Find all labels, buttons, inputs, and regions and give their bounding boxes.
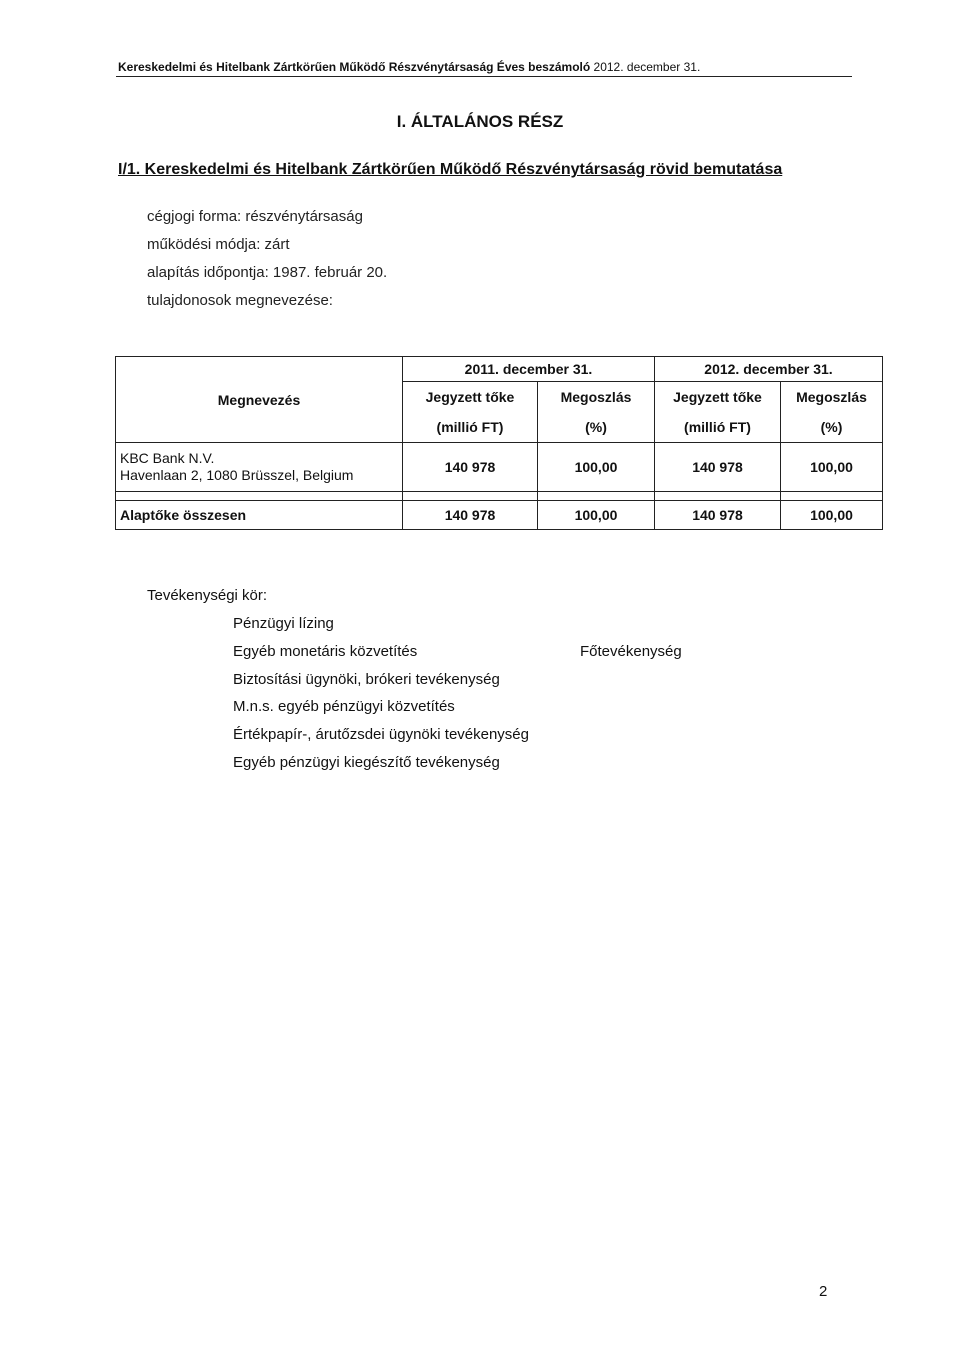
capital-2011-header [403,382,538,443]
share-header-label: Megoszlás [796,389,867,405]
share-2012-header [781,382,883,443]
table-header-row [116,357,883,382]
name-column-header: Megnevezés [116,357,403,443]
capital-header-label: Jegyzett tőke [425,389,515,405]
activity-item: Egyéb pénzügyi kiegészítő tevékenység [233,754,500,771]
year-2012-header: 2012. december 31. [655,357,883,382]
share-unit-label: (%) [820,419,843,435]
running-header-title: Kereskedelmi és Hitelbank Zártkörűen Működő Részvénytársaság Éves beszámoló [118,60,591,74]
owner-name: KBC Bank N.V. [120,450,215,466]
activity-item: Biztosítási ügynöki, brókeri tevékenység [233,671,500,688]
legal-form-line: cégjogi forma: részvénytársaság [147,208,363,225]
activity-item: Pénzügyi lízing [233,615,334,632]
main-activity-label: Főtevékenység [580,643,682,660]
activity-item: Egyéb monetáris közvetítés [233,643,418,660]
running-header-date: 2012. december 31. [593,60,701,74]
owner-capital-2011: 140 978 [403,443,538,492]
total-capital-2012: 140 978 [655,501,781,530]
activities-title: Tevékenységi kör: [147,587,268,604]
total-capital-2011: 140 978 [403,501,538,530]
activity-item: Értékpapír-, árutőzsdei ügynöki tevékenység [233,726,529,743]
owners-label-line: tulajdonosok megnevezése: [147,292,333,309]
header-divider [116,76,852,77]
capital-unit-label: (millió FT) [684,419,751,435]
founding-date-line: alapítás időpontja: 1987. február 20. [147,264,388,281]
owner-capital-2012: 140 978 [655,443,781,492]
operation-mode-line: működési módja: zárt [147,236,290,253]
table-row [116,443,883,492]
activity-item: M.n.s. egyéb pénzügyi közvetítés [233,698,455,715]
share-header-label: Megoszlás [560,389,632,405]
owner-share-2011: 100,00 [538,443,655,492]
share-unit-label: (%) [585,419,607,435]
year-2011-header: 2011. december 31. [403,357,655,382]
owner-name-cell [116,443,403,492]
capital-unit-label: (millió FT) [436,419,504,435]
total-row [116,501,883,530]
table-spacer-row [116,492,883,501]
section-title: I. ÁLTALÁNOS RÉSZ [396,112,564,131]
total-share-2012: 100,00 [781,501,883,530]
page-number: 2 [819,1283,828,1300]
owners-table [115,356,883,530]
subsection-title: I/1. Kereskedelmi és Hitelbank Zártkörűen Működő Részvénytársaság rövid bemutatása [118,161,783,178]
owner-address: Havenlaan 2, 1080 Brüsszel, Belgium [120,467,354,483]
total-share-2011: 100,00 [538,501,655,530]
capital-2012-header [655,382,781,443]
owner-share-2012: 100,00 [781,443,883,492]
capital-header-label: Jegyzett tőke [673,389,762,405]
total-label: Alaptőke összesen [116,501,403,530]
running-header [118,60,700,74]
share-2011-header [538,382,655,443]
